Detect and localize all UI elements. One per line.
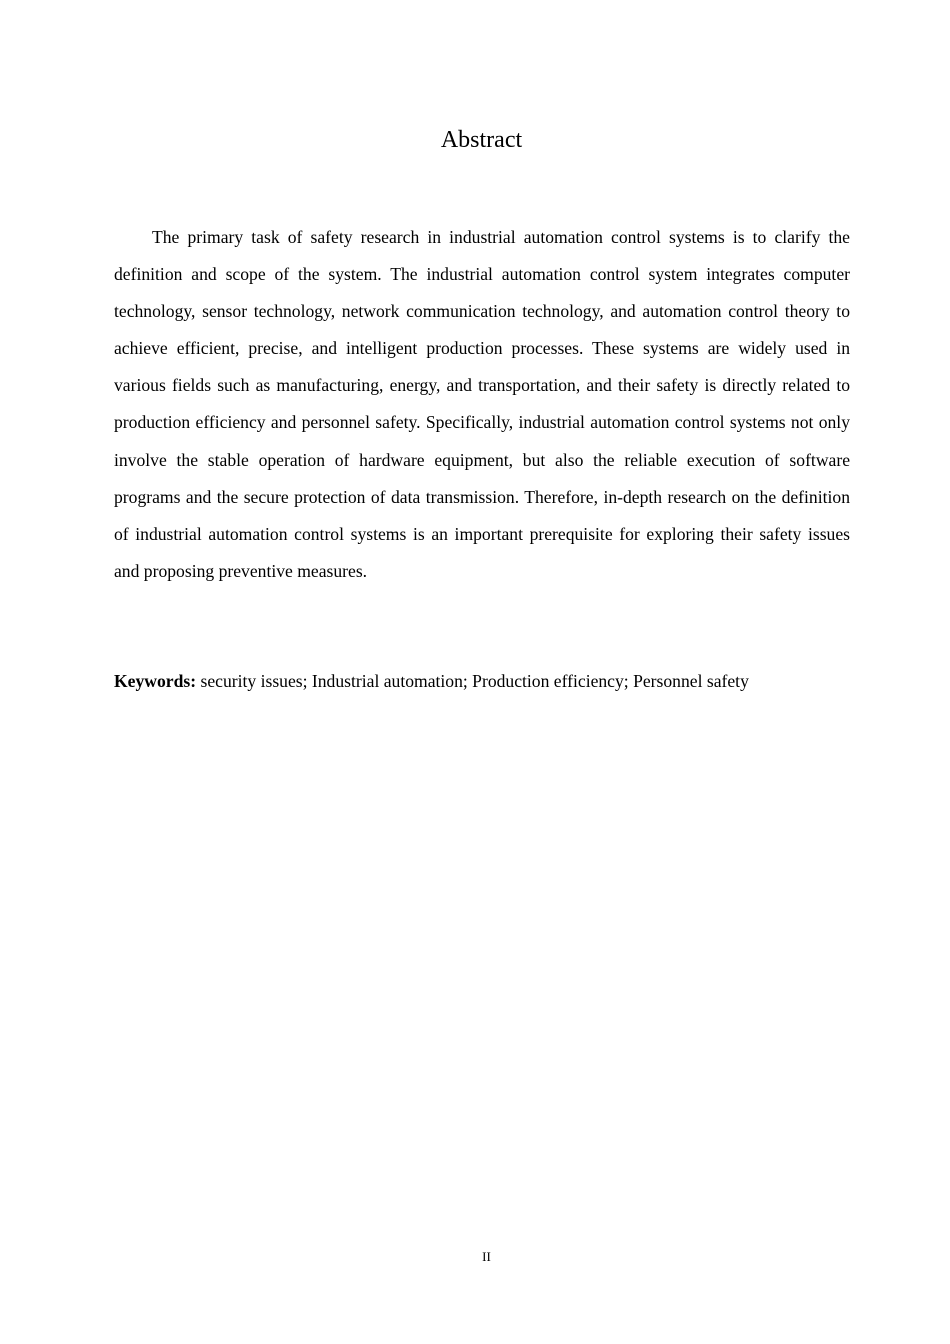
abstract-paragraph: The primary task of safety research in industrial automation control systems is to clarify the definition and scope of the system. The industrial automation control system integrates computer technology, sensor technology, network communication technology, and automation control theory to achieve efficient, precise, and intelligent production processes. These systems are widely used in various fields such as manufacturing, energy, and transportation, and their safety is directly related to production efficiency and personnel safety. Specifically, industrial automation control systems not only involve the stable operation of hardware equipment, but also the reliable execution of software programs and the secure protection of data transmission. Therefore, in-depth research on the definition of industrial automation control systems is an important prerequisite for exploring their safety issues and proposing preventive measures. [114, 227, 850, 581]
page-title: Abstract [440, 127, 523, 153]
page-number: II [482, 1249, 491, 1264]
keywords-label: Keywords: [114, 671, 197, 691]
keywords-line [114, 663, 874, 700]
keywords-list: security issues; Industrial automation; Production efficiency; Personnel safety [196, 671, 749, 691]
